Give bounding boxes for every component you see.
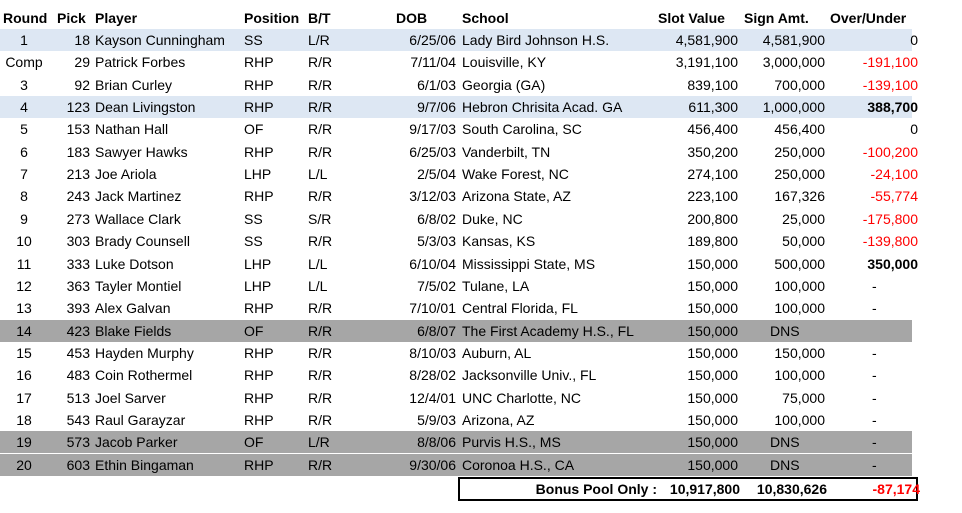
cell-slot-value: 350,200 — [687, 143, 738, 160]
table-header — [0, 7, 912, 29]
cell-position: RHP — [244, 76, 274, 93]
cell-position: OF — [244, 322, 264, 339]
cell-round: 16 — [16, 367, 32, 384]
cell-position: RHP — [244, 367, 274, 384]
cell-pick: 243 — [66, 188, 90, 205]
cell-player: Brian Curley — [95, 76, 173, 93]
table-row — [0, 163, 918, 185]
cell-school: Wake Forest, NC — [462, 166, 569, 183]
cell-bt: L/R — [308, 32, 330, 48]
cell-player: Jacob Parker — [95, 434, 178, 451]
cell-player: Joel Sarver — [95, 389, 166, 406]
cell-sign-amount: 250,000 — [774, 143, 825, 160]
cell-player: Raul Garayzar — [95, 411, 186, 428]
cell-slot-value: 150,000 — [687, 300, 738, 317]
cell-position: SS — [244, 233, 263, 250]
cell-over-under: - — [872, 344, 877, 361]
cell-slot-value: 150,000 — [687, 344, 738, 361]
cell-bt: L/L — [308, 166, 328, 183]
header-sign-amount: Sign Amt. — [744, 10, 809, 26]
cell-slot-value: 150,000 — [687, 456, 738, 473]
cell-round: 3 — [20, 76, 28, 93]
table-row — [0, 208, 918, 230]
table-row — [0, 141, 918, 163]
cell-school: UNC Charlotte, NC — [462, 389, 582, 406]
header-player: Player — [95, 10, 138, 26]
cell-over-under: 350,000 — [867, 255, 918, 272]
header-over-under: Over/Under — [830, 10, 907, 26]
cell-school: Arizona, AZ — [462, 411, 535, 428]
cell-school: Kansas, KS — [462, 233, 536, 250]
cell-dob: 3/12/03 — [409, 188, 456, 205]
cell-round: 9 — [20, 210, 28, 227]
cell-pick: 29 — [74, 54, 90, 71]
cell-dob: 6/1/03 — [417, 76, 456, 93]
cell-dob: 6/10/04 — [409, 255, 456, 272]
cell-player: Dean Livingston — [95, 99, 196, 116]
cell-bt: R/R — [308, 99, 333, 116]
cell-bt: R/R — [308, 54, 333, 71]
cell-over-under: - — [872, 434, 877, 451]
cell-player: Wallace Clark — [95, 210, 181, 227]
cell-position: RHP — [244, 344, 274, 361]
cell-sign-amount: 3,000,000 — [762, 54, 825, 71]
cell-player: Luke Dotson — [95, 255, 174, 272]
cell-pick: 92 — [74, 76, 90, 93]
cell-player: Blake Fields — [95, 322, 172, 339]
cell-position: RHP — [244, 188, 274, 205]
header-school: School — [462, 10, 509, 26]
cell-slot-value: 150,000 — [687, 434, 738, 451]
cell-school: Vanderbilt, TN — [462, 143, 551, 160]
cell-position: RHP — [244, 143, 274, 160]
cell-sign-amount: 250,000 — [774, 166, 825, 183]
cell-pick: 543 — [66, 411, 90, 428]
cell-position: RHP — [244, 389, 274, 406]
table-row — [0, 230, 918, 252]
cell-school: Purvis H.S., MS — [462, 434, 561, 451]
cell-slot-value: 611,300 — [688, 99, 738, 116]
cell-school: Louisville, KY — [462, 54, 547, 71]
cell-slot-value: 150,000 — [687, 255, 738, 272]
cell-sign-amount: DNS — [770, 434, 800, 451]
cell-dob: 6/25/06 — [409, 32, 456, 48]
cell-pick: 483 — [66, 367, 90, 384]
header-pick: Pick — [57, 10, 86, 26]
cell-slot-value: 274,100 — [687, 166, 738, 183]
cell-over-under: - — [872, 300, 877, 317]
cell-player: Jack Martinez — [95, 188, 182, 205]
cell-sign-amount: 700,000 — [774, 76, 825, 93]
cell-slot-value: 200,800 — [687, 210, 738, 227]
cell-pick: 123 — [66, 99, 90, 116]
cell-position: LHP — [244, 277, 272, 294]
cell-dob: 12/4/01 — [409, 389, 456, 406]
cell-pick: 213 — [66, 166, 90, 183]
cell-slot-value: 456,400 — [687, 121, 738, 138]
cell-sign-amount: 25,000 — [782, 210, 825, 227]
cell-dob: 7/11/04 — [410, 54, 456, 71]
cell-position: RHP — [244, 300, 274, 317]
cell-bt: L/L — [308, 255, 328, 272]
cell-pick: 333 — [66, 255, 90, 272]
cell-round: 20 — [16, 456, 32, 473]
cell-pick: 603 — [66, 456, 90, 473]
cell-bt: R/R — [308, 300, 333, 317]
table-row — [0, 118, 918, 140]
cell-round: 19 — [16, 434, 32, 451]
cell-bt: R/R — [308, 344, 333, 361]
cell-dob: 6/8/02 — [417, 210, 456, 227]
cell-school: Auburn, AL — [462, 344, 532, 361]
cell-player: Sawyer Hawks — [95, 143, 188, 160]
cell-pick: 18 — [74, 32, 90, 48]
cell-school: Central Florida, FL — [462, 300, 578, 317]
header-slot-value: Slot Value — [658, 10, 725, 26]
cell-round: 5 — [20, 121, 28, 138]
cell-over-under: - — [872, 277, 877, 294]
cell-player: Tayler Montiel — [95, 277, 182, 294]
table-row — [0, 275, 912, 297]
cell-over-under: - — [872, 411, 877, 428]
cell-school: Lady Bird Johnson H.S. — [462, 32, 610, 48]
cell-slot-value: 839,100 — [687, 76, 738, 93]
cell-school: Hebron Chrisita Acad. GA — [462, 99, 623, 116]
cell-player: Brady Counsell — [95, 233, 190, 250]
cell-bt: R/R — [308, 389, 333, 406]
cell-bt: R/R — [308, 411, 333, 428]
cell-player: Patrick Forbes — [95, 54, 186, 71]
bonus-pool-slot-total: 10,917,800 — [669, 481, 740, 497]
cell-school: Jacksonville Univ., FL — [462, 367, 597, 384]
cell-over-under: -100,200 — [862, 143, 918, 160]
table-row — [0, 253, 918, 275]
cell-pick: 393 — [66, 300, 90, 317]
cell-bt: R/R — [308, 143, 333, 160]
cell-school: Mississippi State, MS — [462, 255, 596, 272]
cell-round: 13 — [16, 300, 32, 317]
cell-over-under: - — [872, 367, 877, 384]
cell-school: Arizona State, AZ — [462, 188, 571, 205]
cell-sign-amount: DNS — [770, 456, 800, 473]
cell-slot-value: 150,000 — [687, 389, 738, 406]
cell-round: 4 — [20, 99, 28, 116]
cell-over-under: - — [872, 389, 877, 406]
table-row — [0, 409, 912, 431]
cell-dob: 5/3/03 — [417, 233, 456, 250]
cell-pick: 513 — [66, 389, 90, 406]
table-row — [0, 454, 912, 476]
cell-slot-value: 223,100 — [687, 188, 738, 205]
cell-bt: R/R — [308, 367, 333, 384]
cell-round: 10 — [16, 233, 32, 250]
cell-sign-amount: 1,000,000 — [762, 99, 825, 116]
cell-sign-amount: 100,000 — [774, 367, 825, 384]
bonus-pool-sign-total: 10,830,626 — [756, 481, 827, 497]
cell-round: 7 — [20, 166, 28, 183]
cell-sign-amount: 100,000 — [774, 277, 825, 294]
table-row — [0, 51, 918, 73]
cell-position: OF — [244, 434, 264, 451]
cell-round: 12 — [16, 277, 32, 294]
cell-sign-amount: 75,000 — [782, 389, 825, 406]
cell-bt: R/R — [308, 322, 333, 339]
cell-position: LHP — [244, 255, 272, 272]
bonus-pool-summary — [458, 477, 918, 501]
cell-sign-amount: 167,326 — [774, 188, 825, 205]
cell-dob: 9/17/03 — [409, 121, 456, 138]
cell-position: LHP — [244, 166, 272, 183]
cell-dob: 7/10/01 — [409, 300, 456, 317]
header-position: Position — [244, 10, 300, 26]
cell-pick: 363 — [66, 277, 90, 294]
cell-player: Coin Rothermel — [95, 367, 193, 384]
bonus-pool-over-under: -87,174 — [872, 481, 920, 497]
cell-player: Hayden Murphy — [95, 344, 194, 361]
table-row — [0, 185, 918, 207]
cell-pick: 153 — [66, 121, 90, 138]
cell-dob: 8/28/02 — [409, 367, 456, 384]
cell-player: Nathan Hall — [95, 121, 169, 138]
cell-slot-value: 150,000 — [687, 277, 738, 294]
cell-sign-amount: 4,581,900 — [762, 32, 825, 48]
cell-over-under: 0 — [910, 121, 918, 138]
cell-round: 11 — [16, 255, 32, 272]
cell-round: Comp — [5, 54, 43, 71]
cell-dob: 7/5/02 — [417, 277, 456, 294]
cell-over-under: - — [872, 456, 877, 473]
header-round: Round — [3, 10, 48, 26]
cell-dob: 9/7/06 — [417, 99, 456, 116]
cell-sign-amount: 500,000 — [774, 255, 825, 272]
cell-pick: 453 — [66, 344, 90, 361]
cell-bt: R/R — [308, 233, 333, 250]
cell-dob: 5/9/03 — [417, 411, 456, 428]
cell-round: 14 — [16, 322, 32, 339]
cell-position: OF — [244, 121, 264, 138]
cell-bt: L/R — [308, 434, 330, 451]
cell-school: Duke, NC — [462, 210, 523, 227]
cell-over-under: 0 — [910, 32, 918, 48]
cell-dob: 9/30/06 — [409, 456, 456, 473]
cell-bt: R/R — [308, 456, 333, 473]
table-row — [0, 74, 918, 96]
cell-pick: 183 — [66, 143, 90, 160]
cell-round: 15 — [16, 344, 32, 361]
cell-slot-value: 150,000 — [687, 322, 738, 339]
cell-position: RHP — [244, 456, 274, 473]
cell-school: Georgia (GA) — [462, 76, 546, 93]
cell-pick: 423 — [66, 322, 90, 339]
cell-pick: 303 — [66, 233, 90, 250]
cell-sign-amount: DNS — [770, 322, 800, 339]
cell-round: 18 — [16, 411, 32, 428]
cell-dob: 6/25/03 — [409, 143, 456, 160]
cell-slot-value: 150,000 — [687, 367, 738, 384]
cell-over-under: -139,100 — [862, 76, 918, 93]
header-dob: DOB — [396, 10, 428, 26]
cell-school: Tulane, LA — [462, 277, 530, 294]
cell-dob: 8/10/03 — [409, 344, 456, 361]
cell-position: RHP — [244, 54, 274, 71]
cell-slot-value: 3,191,100 — [675, 54, 738, 71]
cell-school: Coronoa H.S., CA — [462, 456, 575, 473]
cell-over-under: 388,700 — [867, 99, 918, 116]
cell-player: Kayson Cunningham — [95, 32, 225, 48]
cell-sign-amount: 456,400 — [774, 121, 825, 138]
cell-dob: 2/5/04 — [417, 166, 456, 183]
table-row — [0, 320, 912, 342]
table-row — [0, 364, 912, 386]
bonus-pool-label: Bonus Pool Only : — [535, 481, 657, 497]
cell-school: South Carolina, SC — [462, 121, 582, 138]
cell-over-under: -191,100 — [862, 54, 918, 71]
table-row — [0, 431, 912, 453]
cell-bt: R/R — [308, 121, 333, 138]
table-row — [0, 96, 918, 118]
cell-pick: 273 — [66, 210, 90, 227]
cell-sign-amount: 150,000 — [774, 344, 825, 361]
cell-slot-value: 189,800 — [687, 233, 738, 250]
cell-bt: R/R — [308, 76, 333, 93]
cell-position: SS — [244, 32, 263, 48]
cell-position: RHP — [244, 411, 274, 428]
cell-slot-value: 150,000 — [687, 411, 738, 428]
cell-over-under: -55,774 — [870, 188, 918, 205]
cell-round: 17 — [16, 389, 32, 406]
cell-slot-value: 4,581,900 — [675, 32, 738, 48]
cell-school: The First Academy H.S., FL — [462, 322, 634, 339]
cell-pick: 573 — [66, 434, 90, 451]
cell-position: SS — [244, 210, 263, 227]
table-row — [0, 387, 912, 409]
cell-bt: L/L — [308, 277, 328, 294]
table-row — [0, 29, 918, 51]
cell-over-under: -24,100 — [870, 166, 918, 183]
cell-bt: R/R — [308, 188, 333, 205]
cell-over-under: -139,800 — [862, 233, 918, 250]
cell-sign-amount: 100,000 — [774, 300, 825, 317]
cell-sign-amount: 50,000 — [782, 233, 825, 250]
header-bt: B/T — [308, 10, 331, 26]
table-row — [0, 342, 912, 364]
table-row — [0, 297, 912, 319]
cell-player: Joe Ariola — [95, 166, 157, 183]
cell-round: 8 — [20, 188, 28, 205]
cell-round: 6 — [20, 143, 28, 160]
cell-player: Ethin Bingaman — [95, 456, 194, 473]
cell-position: RHP — [244, 99, 274, 116]
cell-bt: S/R — [308, 210, 332, 227]
cell-dob: 6/8/07 — [417, 322, 456, 339]
cell-dob: 8/8/06 — [417, 434, 456, 451]
cell-over-under: -175,800 — [862, 210, 918, 227]
cell-sign-amount: 100,000 — [774, 411, 825, 428]
cell-player: Alex Galvan — [95, 300, 171, 317]
cell-round: 1 — [20, 32, 28, 48]
